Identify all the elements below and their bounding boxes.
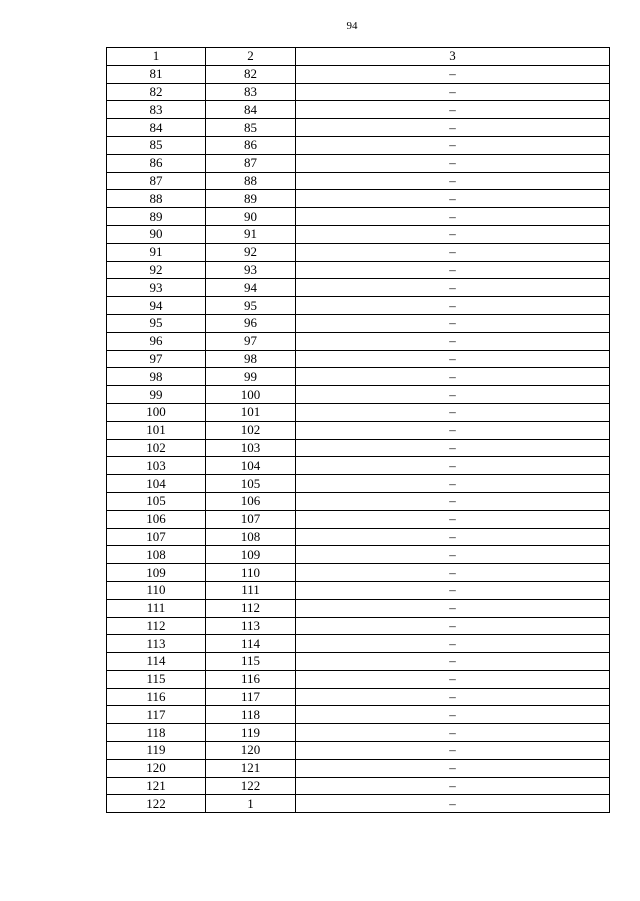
table-cell: –	[296, 528, 610, 546]
table-body	[107, 65, 610, 812]
table-cell: –	[296, 190, 610, 208]
table-cell: 101	[107, 421, 206, 439]
table-cell: –	[296, 688, 610, 706]
table-cell: –	[296, 457, 610, 475]
table-cell: –	[296, 279, 610, 297]
table-row	[107, 581, 610, 599]
table-cell: –	[296, 119, 610, 137]
table-cell: 114	[206, 635, 296, 653]
table-row	[107, 83, 610, 101]
table-cell: 82	[206, 65, 296, 83]
table-cell: 95	[206, 297, 296, 315]
table-cell: 103	[107, 457, 206, 475]
table-cell: 107	[206, 510, 296, 528]
table-cell: 99	[107, 386, 206, 404]
table-cell: –	[296, 297, 610, 315]
table-cell: –	[296, 581, 610, 599]
table-cell: 113	[206, 617, 296, 635]
table-cell: –	[296, 724, 610, 742]
table-cell: 86	[107, 154, 206, 172]
table-row	[107, 706, 610, 724]
table-cell: –	[296, 314, 610, 332]
table-cell: 106	[206, 492, 296, 510]
table-cell: 115	[206, 653, 296, 671]
table-cell: 101	[206, 403, 296, 421]
table-row	[107, 119, 610, 137]
table-row	[107, 546, 610, 564]
table-cell: 111	[206, 581, 296, 599]
table-row	[107, 314, 610, 332]
table-cell: 113	[107, 635, 206, 653]
table-cell: –	[296, 154, 610, 172]
table-cell: –	[296, 332, 610, 350]
table-cell: 96	[107, 332, 206, 350]
table-cell: 90	[206, 208, 296, 226]
table-cell: –	[296, 653, 610, 671]
table-row	[107, 510, 610, 528]
table-row	[107, 475, 610, 493]
table-cell: 91	[206, 225, 296, 243]
table-cell: 119	[107, 742, 206, 760]
table-cell: –	[296, 795, 610, 813]
table-row	[107, 350, 610, 368]
table-cell: –	[296, 492, 610, 510]
table-cell: 115	[107, 670, 206, 688]
table-cell: –	[296, 136, 610, 154]
table-row	[107, 368, 610, 386]
table-cell: 99	[206, 368, 296, 386]
table-cell: –	[296, 101, 610, 119]
table-cell: –	[296, 546, 610, 564]
table-cell: –	[296, 439, 610, 457]
table-cell: 106	[107, 510, 206, 528]
table-row	[107, 190, 610, 208]
table-cell: 87	[107, 172, 206, 190]
table-row	[107, 688, 610, 706]
table-row	[107, 635, 610, 653]
table-cell: 93	[107, 279, 206, 297]
table-cell: 94	[107, 297, 206, 315]
table-cell: 111	[107, 599, 206, 617]
table-cell: 97	[107, 350, 206, 368]
table-row	[107, 742, 610, 760]
table-cell: 85	[206, 119, 296, 137]
table-cell: –	[296, 421, 610, 439]
table-cell: 122	[206, 777, 296, 795]
table-cell: 122	[107, 795, 206, 813]
table-cell: 105	[206, 475, 296, 493]
table-row	[107, 759, 610, 777]
table-row	[107, 564, 610, 582]
table-cell: 109	[107, 564, 206, 582]
table-cell: 104	[107, 475, 206, 493]
table-row	[107, 154, 610, 172]
table-cell: 119	[206, 724, 296, 742]
table-cell: –	[296, 706, 610, 724]
table-row	[107, 653, 610, 671]
table-cell: 81	[107, 65, 206, 83]
table-cell: 1	[206, 795, 296, 813]
table-cell: 104	[206, 457, 296, 475]
table-cell: –	[296, 777, 610, 795]
table-row	[107, 172, 610, 190]
table-cell: 100	[107, 403, 206, 421]
table-cell: –	[296, 564, 610, 582]
table-cell: 89	[107, 208, 206, 226]
table-cell: 87	[206, 154, 296, 172]
table-cell: 84	[107, 119, 206, 137]
table-cell: 108	[206, 528, 296, 546]
table-cell: 117	[107, 706, 206, 724]
table-cell: –	[296, 510, 610, 528]
table-cell: 88	[206, 172, 296, 190]
table-cell: 92	[107, 261, 206, 279]
table-cell: 110	[107, 581, 206, 599]
column-header: 2	[206, 48, 296, 66]
table-cell: –	[296, 742, 610, 760]
column-header: 3	[296, 48, 610, 66]
table-row	[107, 65, 610, 83]
table-cell: 107	[107, 528, 206, 546]
table-row	[107, 332, 610, 350]
table-cell: 83	[206, 83, 296, 101]
table-cell: 110	[206, 564, 296, 582]
table-row	[107, 225, 610, 243]
table-cell: 92	[206, 243, 296, 261]
table-cell: 94	[206, 279, 296, 297]
table-row	[107, 297, 610, 315]
table-row	[107, 261, 610, 279]
page-number: 94	[346, 20, 358, 32]
table-cell: 90	[107, 225, 206, 243]
table-row	[107, 528, 610, 546]
table-row	[107, 386, 610, 404]
table-cell: 116	[206, 670, 296, 688]
table-cell: 91	[107, 243, 206, 261]
table-cell: 95	[107, 314, 206, 332]
table-row	[107, 421, 610, 439]
table-cell: –	[296, 759, 610, 777]
table-cell: 102	[107, 439, 206, 457]
table-row	[107, 136, 610, 154]
table-row	[107, 101, 610, 119]
table-cell: 121	[107, 777, 206, 795]
table-cell: 82	[107, 83, 206, 101]
table-cell: –	[296, 403, 610, 421]
table-row	[107, 724, 610, 742]
table-cell: –	[296, 350, 610, 368]
table-cell: 93	[206, 261, 296, 279]
table-row	[107, 617, 610, 635]
table-cell: 120	[206, 742, 296, 760]
table-cell: 121	[206, 759, 296, 777]
table-cell: 86	[206, 136, 296, 154]
table-cell: 118	[107, 724, 206, 742]
table-cell: 84	[206, 101, 296, 119]
table-row	[107, 439, 610, 457]
table-row	[107, 492, 610, 510]
table-cell: 117	[206, 688, 296, 706]
table-cell: 112	[206, 599, 296, 617]
table-row	[107, 457, 610, 475]
table-cell: 96	[206, 314, 296, 332]
table-cell: –	[296, 172, 610, 190]
table-cell: 100	[206, 386, 296, 404]
table-cell: 103	[206, 439, 296, 457]
table-cell: 120	[107, 759, 206, 777]
table-cell: –	[296, 261, 610, 279]
table-row	[107, 670, 610, 688]
table-cell: 88	[107, 190, 206, 208]
table-header-row	[107, 48, 610, 66]
table-cell: –	[296, 635, 610, 653]
table-cell: 98	[107, 368, 206, 386]
table-cell: 112	[107, 617, 206, 635]
table-cell: –	[296, 83, 610, 101]
table-cell: 114	[107, 653, 206, 671]
table-cell: –	[296, 617, 610, 635]
table-cell: –	[296, 475, 610, 493]
table-cell: 105	[107, 492, 206, 510]
table-cell: –	[296, 225, 610, 243]
table-row	[107, 208, 610, 226]
table-cell: –	[296, 670, 610, 688]
table-cell: 97	[206, 332, 296, 350]
table-cell: 102	[206, 421, 296, 439]
table-row	[107, 243, 610, 261]
table-row	[107, 279, 610, 297]
table-row	[107, 403, 610, 421]
table-row	[107, 795, 610, 813]
table-cell: 116	[107, 688, 206, 706]
table-cell: –	[296, 599, 610, 617]
column-header: 1	[107, 48, 206, 66]
table-cell: 98	[206, 350, 296, 368]
table-cell: 118	[206, 706, 296, 724]
table-cell: –	[296, 208, 610, 226]
table-row	[107, 777, 610, 795]
table-cell: 83	[107, 101, 206, 119]
table-cell: –	[296, 65, 610, 83]
table-row	[107, 599, 610, 617]
table-cell: –	[296, 243, 610, 261]
table-cell: –	[296, 386, 610, 404]
data-table	[106, 47, 610, 813]
table-cell: 108	[107, 546, 206, 564]
table-cell: –	[296, 368, 610, 386]
table-cell: 89	[206, 190, 296, 208]
table-cell: 109	[206, 546, 296, 564]
table-cell: 85	[107, 136, 206, 154]
